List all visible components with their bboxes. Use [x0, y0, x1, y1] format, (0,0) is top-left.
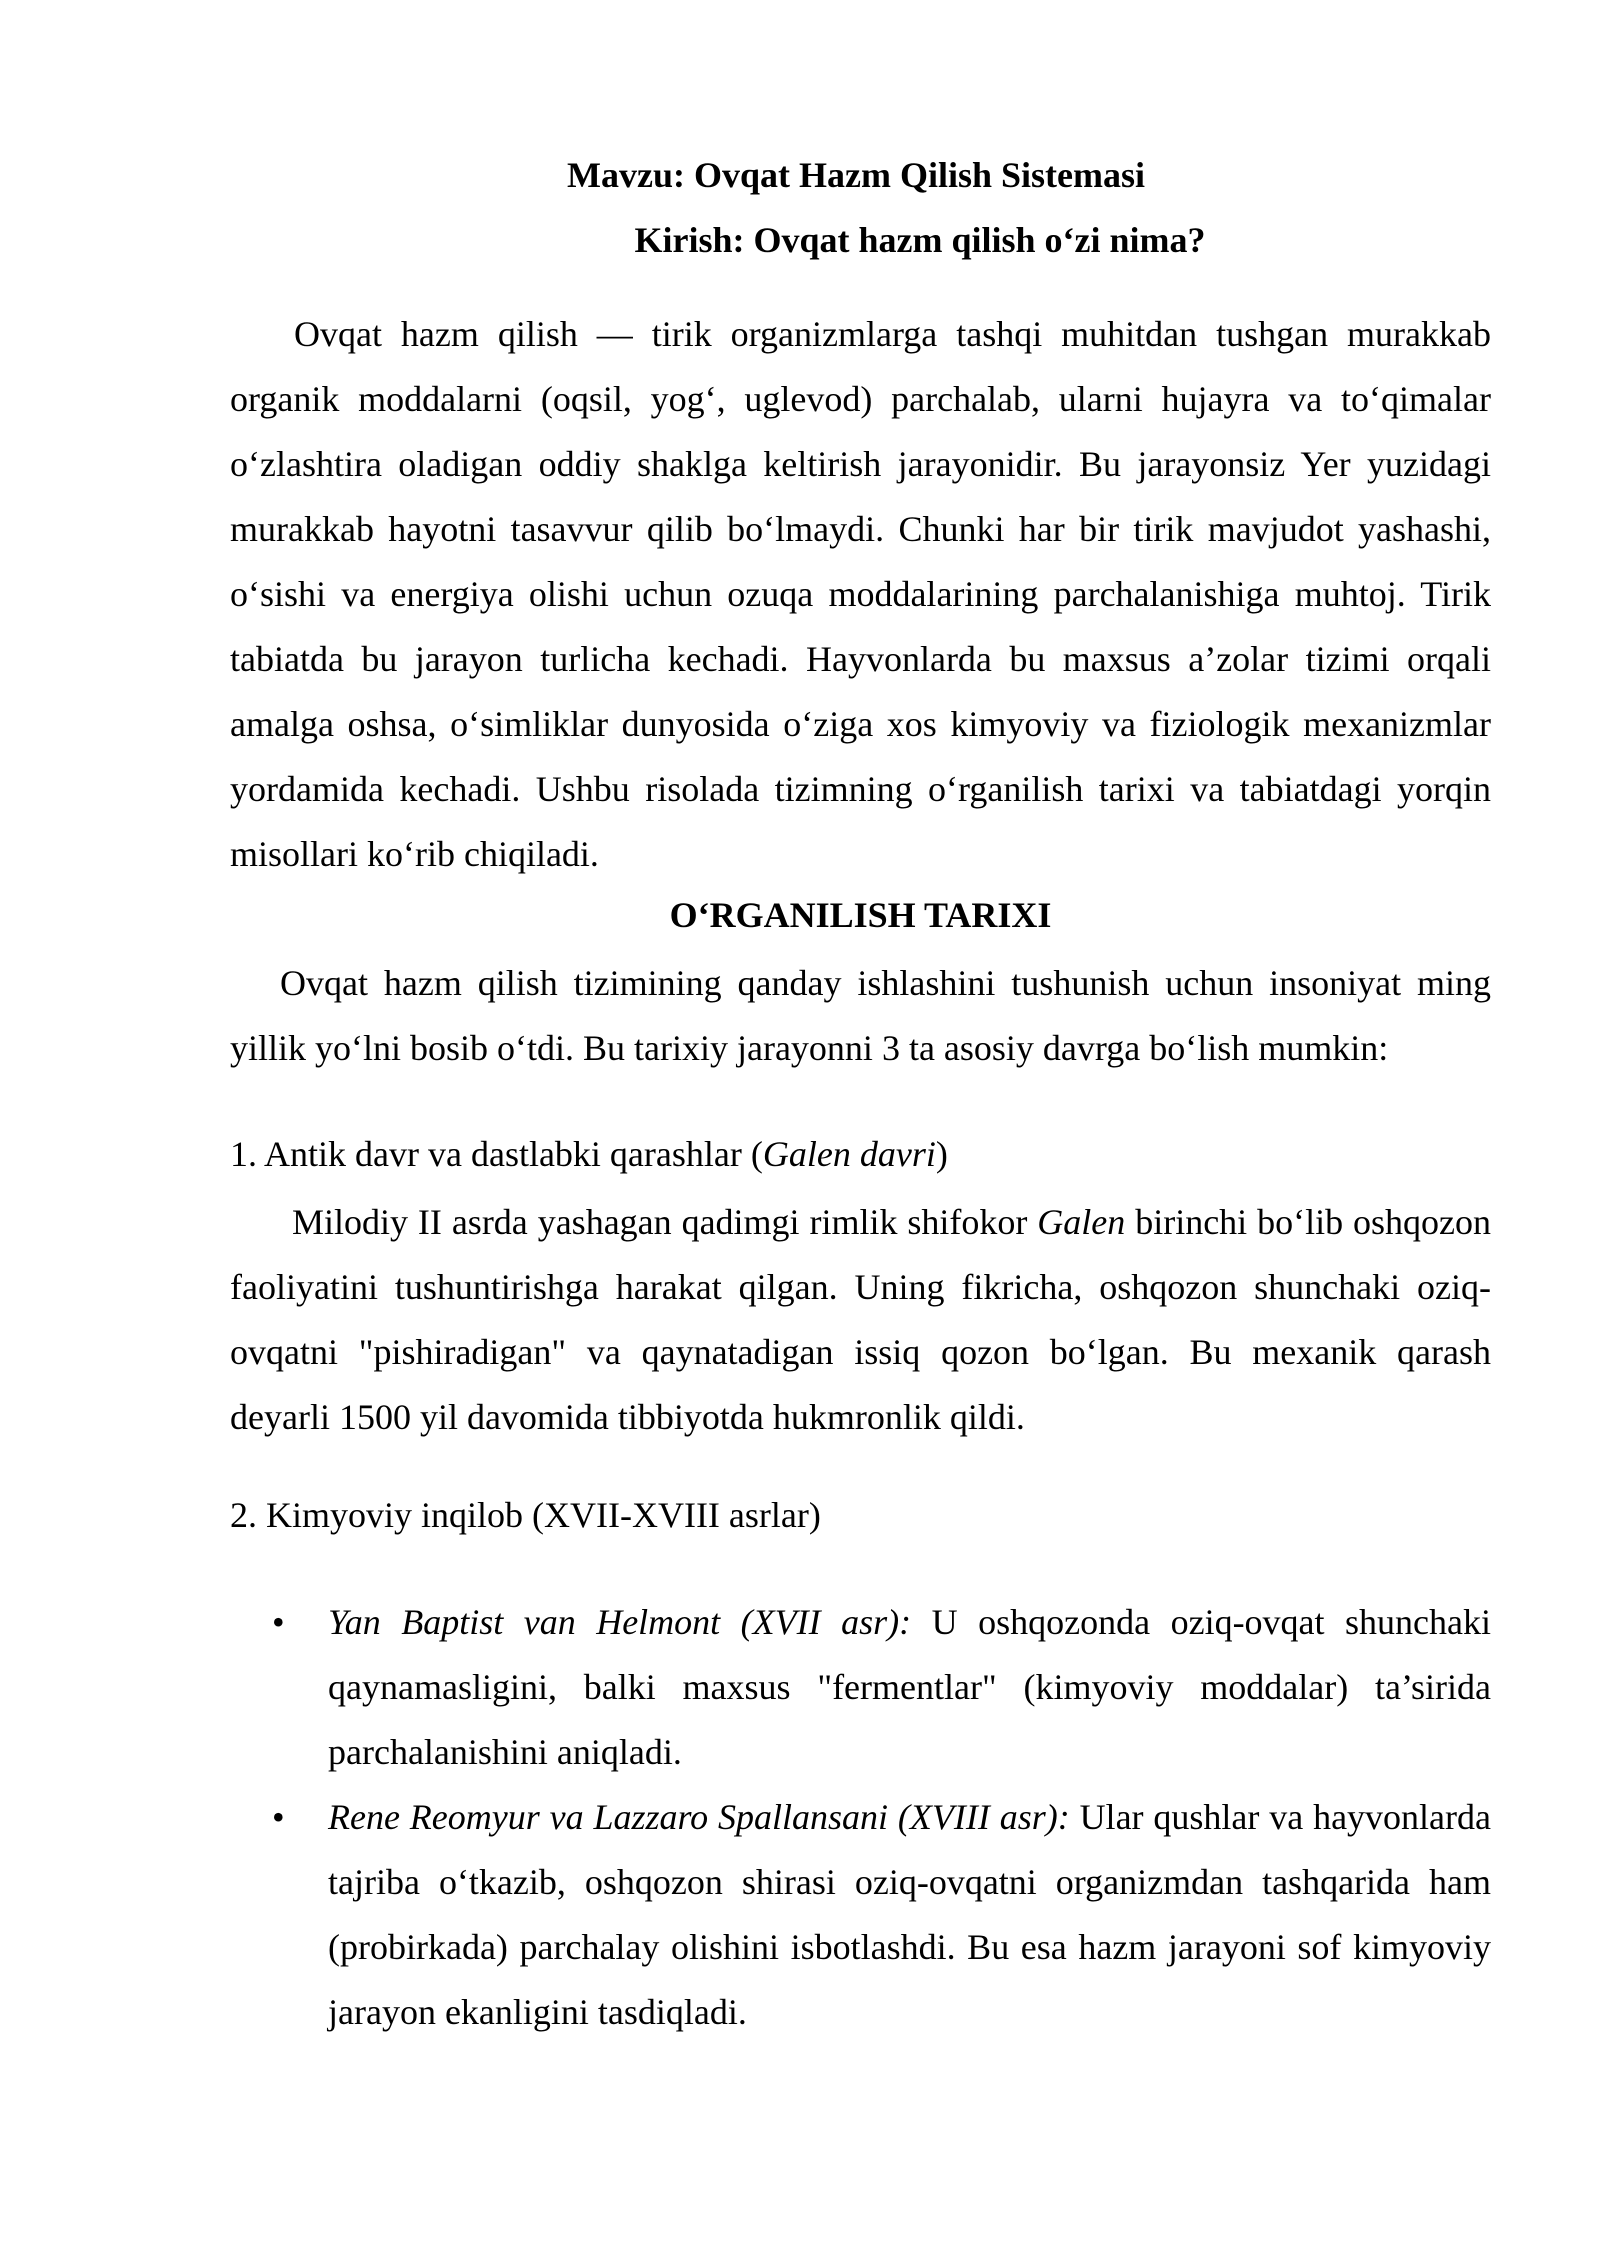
period1-text-before: Milodiy II asrda yashagan qadimgi rimlik shifokor: [292, 1202, 1038, 1242]
document-title: Mavzu: Ovqat Hazm Qilish Sistemasi: [567, 155, 1145, 195]
bullet-icon: •: [272, 1797, 285, 1837]
bullet-item: [0, 1785, 1600, 2045]
bullet-description: Ular qushlar va hayvonlarda tajriba o‘tkazib, oshqozon shirasi oziq-ovqatni organizmdan tashqarida ham (probirkada) parchalay olishini isbotlashdi. Bu esa hazm jarayoni sof kimyoviy jarayon ekanligini tasdiqladi.: [328, 1797, 1491, 2032]
bullet-icon: •: [272, 1602, 285, 1642]
bullet-item: [0, 1590, 1600, 1785]
history-intro-paragraph: Ovqat hazm qilish tizimining qanday ishlashini tushunish uchun insoniyat ming yillik yo‘lni bosib o‘tdi. Bu tarixiy jarayonni 3 ta asosiy davrga bo‘lish mumkin:: [230, 963, 1491, 1068]
bullet-text: [328, 1590, 1491, 1785]
bullet-text: [328, 1785, 1491, 2045]
period1-heading-suffix: ): [935, 1134, 948, 1174]
bullet-scientist-name: Rene Reomyur va Lazzaro Spallansani (XVIII asr):: [328, 1797, 1070, 1837]
period1-text-after: birinchi bo‘lib oshqozon faoliyatini tushuntirishga harakat qilgan. Uning fikricha, oshqozon shunchaki oziq-ovqatni "pishiradigan" va qaynatadigan issiq qozon bo‘lgan. Bu mexanik qarash deyarli 1500 yil davomida tibbiyotda hukmronlik qildi.: [230, 1202, 1491, 1437]
intro-paragraph: Ovqat hazm qilish — tirik organizmlarga tashqi muhitdan tushgan murakkab organik moddalarni (oqsil, yog‘, uglevod) parchalab, ularni hujayra va to‘qimalar o‘zlashtira oladigan oddiy shaklga keltirish jarayonidir. Bu jarayonsiz Yer yuzidagi murakkab hayotni tasavvur qilib bo‘lmaydi. Chunki har bir tirik mavjudot yashashi, o‘sishi va energiya olishi uchun ozuqa moddalarining parchalanishiga muhtoj. Tirik tabiatda bu jarayon turlicha kechadi. Hayvonlarda bu maxsus a’zolar tizimi orqali amalga oshsa, o‘simliklar dunyosida o‘ziga xos kimyoviy va fiziologik mexanizmlar yordamida kechadi. Ushbu risolada tizimning o‘rganilish tarixi va tabiatdagi yorqin misollari ko‘rib chiqiladi.: [230, 314, 1491, 874]
period1-heading-prefix: 1. Antik davr va dastlabki qarashlar (: [230, 1134, 763, 1174]
period2-bullet-list: [0, 1590, 1600, 2045]
section-heading: O‘RGANILISH TARIXI: [669, 895, 1052, 935]
period1-paragraph: [230, 1190, 1491, 1450]
period1-heading: [230, 1129, 1491, 1179]
period2-heading: 2. Kimyoviy inqilob (XVII-XVIII asrlar): [230, 1495, 821, 1535]
bullet-description: U oshqozonda oziq-ovqat shunchaki qaynamasligini, balki maxsus "fermentlar" (kimyoviy moddalar) ta’sirida parchalanishini aniqladi.: [328, 1602, 1492, 1772]
period1-text-italic: Galen: [1037, 1202, 1126, 1242]
document-subtitle: Kirish: Ovqat hazm qilish o‘zi nima?: [634, 220, 1206, 260]
period1-heading-italic: Galen davri: [762, 1134, 936, 1174]
bullet-scientist-name: Yan Baptist van Helmont (XVII asr):: [328, 1602, 912, 1642]
